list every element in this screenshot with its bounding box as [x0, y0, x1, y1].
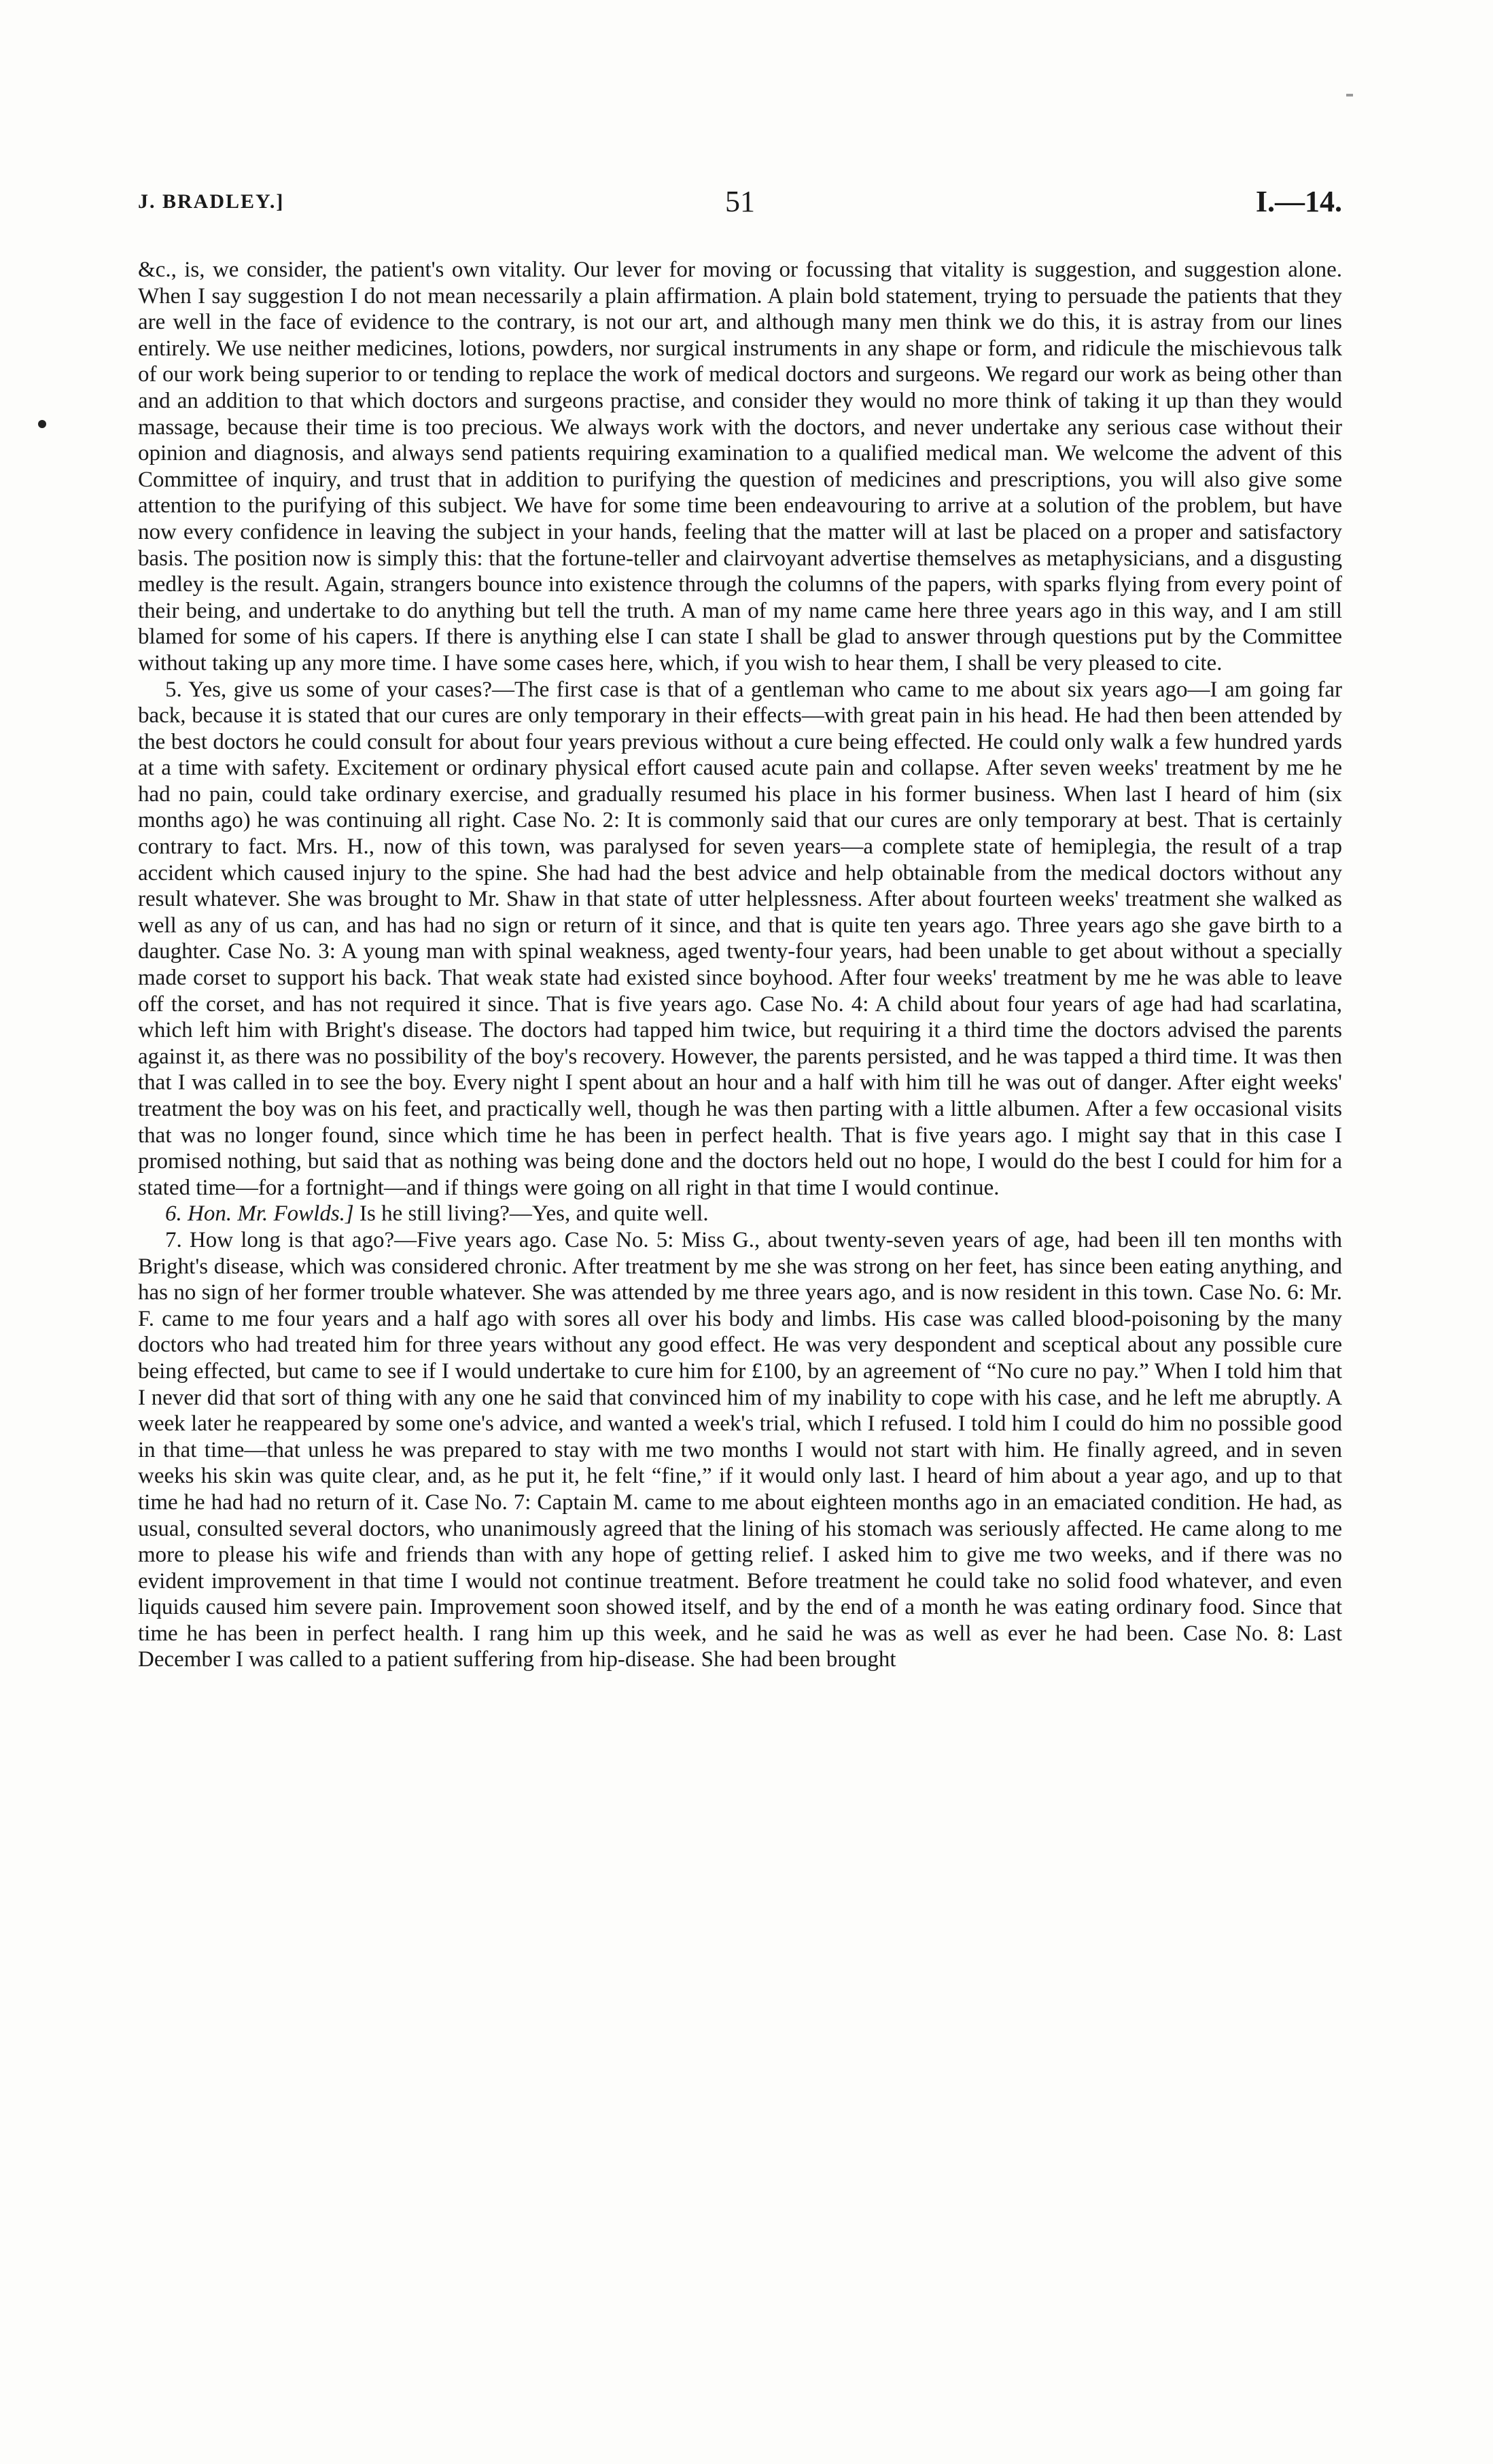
body-text — [138, 257, 1342, 1673]
running-header — [138, 185, 1342, 219]
paragraph-text: Is he still living?—Yes, and quite well. — [353, 1201, 709, 1227]
paragraph: &c., is, we consider, the patient's own vitality. Our lever for moving or focussing that vitality is suggestion, and suggestion alone. When I say suggestion I do not mean necessarily a plain affirmation. A plain bold statement, trying to persuade the patients that they are well in the face of evidence to the contrary, is not our art, and although many men think we do this, it is astray from our lines entirely. We use neither medicines, lotions, powders, nor surgical instruments in any shape or form, and ridicule the mischievous talk of our work being superior to or tending to replace the work of medical doctors and surgeons. We regard our work as being other than and an addition to that which doctors and surgeons practise, and consider they would no more think of taking it up than they would massage, because their time is too precious. We always work with the doctors, and never undertake any serious case without their opinion and diagnosis, and always send patients requiring examination to a qualified medical man. We welcome the advent of this Committee of inquiry, and trust that in addition to purifying the question of medicines and prescriptions, you will also give some attention to the purifying of this subject. We have for some time been endeavouring to arrive at a solution of the problem, but have now every confidence in leaving the subject in your hands, feeling that the matter will at last be placed on a proper and satisfactory basis. The position now is simply this: that the fortune-teller and clairvoyant advertise themselves as metaphysicians, and a disgusting medley is the result. Again, strangers bounce into existence through the columns of the papers, with sparks flying from every point of their being, and undertake to do anything but tell the truth. A man of my name came here three years ago in this way, and I am still blamed for some of his capers. If there is anything else I can state I shall be glad to answer through questions put by the Committee without taking up any more time. I have some cases here, which, if you wish to hear them, I shall be very pleased to cite. — [138, 258, 1342, 675]
header-witness-name: J. BRADLEY.] — [138, 190, 285, 213]
paragraph: 7. How long is that ago?—Five years ago. Case No. 5: Miss G., about twenty-seven years of age, had been ill ten months with Bright's disease, which was considered chronic. After treatment by me she was strong on her feet, has since been eating anything, and has no sign of her former trouble whatever. She was attended by me three years ago, and is now resident in this town. Case No. 6: Mr. F. came to me four years and a half ago with sores all over his body and limbs. His case was called blood-poisoning by the many doctors who had treated him for three years without any good effect. He was very despondent and sceptical about any possible cure being effected, but came to see if I would undertake to cure him for £100, by an agreement of “No cure no pay.” When I told him that I never did that sort of thing with any one he said that convinced him of my inability to cope with his case, and he left me abruptly. A week later he reappeared by some one's advice, and wanted a week's trial, which I refused. I told him I could do him no possible good in that time—that unless he was prepared to stay with me two months I would not start with him. He finally agreed, and in seven weeks his skin was quite clear, and, as he put it, he felt “fine,” if it would only last. I heard of him about a year ago, and up to that time he had had no return of it. Case No. 7: Captain M. came to me about eighteen months ago in an emaciated condition. He had, as usual, consulted several doctors, who unanimously agreed that the lining of his stomach was seriously affected. He came along to me more to please his wife and friends than with any hope of getting relief. I asked him to give me two weeks, and if there was no evident improvement in that time I would not continue treatment. Before treatment he could take no solid food whatever, and even liquids caused him severe pain. Improvement soon showed itself, and by the end of a month he was eating ordinary food. Since that time he has been in perfect health. I rang him up this week, and he said he was as well as ever he had been. Case No. 8: Last December I was called to a patient suffering from hip-disease. She had been brought — [138, 1227, 1342, 1672]
page-number: 51 — [725, 185, 755, 218]
document-reference: I.—14. — [1255, 185, 1342, 218]
paragraph — [138, 1201, 1342, 1227]
speaker-label: 6. Hon. Mr. Fowlds.] — [165, 1201, 354, 1227]
paragraph: 5. Yes, give us some of your cases?—The first case is that of a gentleman who came to me about six years ago—I am going far back, because it is stated that our cures are only temporary in their effects—with great pain in his head. He had then been attended by the best doctors he could consult for about four years previous without a cure being effected. He could only walk a few hundred yards at a time with safety. Excitement or ordinary physical effort caused acute pain and collapse. After seven weeks' treatment by me he had no pain, could take ordinary exercise, and gradually resumed his place in his former business. When last I heard of him (six months ago) he was continuing all right. Case No. 2: It is commonly said that our cures are only temporary at best. That is certainly contrary to fact. Mrs. H., now of this town, was paralysed for seven years—a complete state of hemiplegia, the result of a trap accident which caused injury to the spine. She had had the best advice and help obtainable from the medical doctors without any result whatever. She was brought to Mr. Shaw in that state of utter helplessness. After about fourteen weeks' treatment she walked as well as any of us can, and has had no sign or return of it since, and that is quite ten years ago. Three years ago she gave birth to a daughter. Case No. 3: A young man with spinal weakness, aged twenty-four years, had been unable to get about without a specially made corset to support his back. That weak state had existed since boyhood. After four weeks' treatment by me he was able to leave off the corset, and has not required it since. That is five years ago. Case No. 4: A child about four years of age had had scarlatina, which left him with Bright's disease. The doctors had tapped him twice, but requiring it a third time the doctors advised the parents against it, as there was no possibility of the boy's recovery. However, the parents persisted, and he was tapped a third time. It was then that I was called in to see the boy. Every night I spent about an hour and a half with him till he was out of danger. After eight weeks' treatment the boy was on his feet, and practically well, though he was then parting with a little albumen. After a few occasional visits that was no longer found, since which time he has been in perfect health. That is five years ago. I might say that in this case I promised nothing, but said that as nothing was being done and the doctors held out no hope, I would do the best I could for him for a stated time—for a fortnight—and if things were going on all right in that time I would continue. — [138, 677, 1342, 1200]
margin-ink-dot — [38, 420, 46, 428]
scan-mark — [1346, 94, 1353, 96]
